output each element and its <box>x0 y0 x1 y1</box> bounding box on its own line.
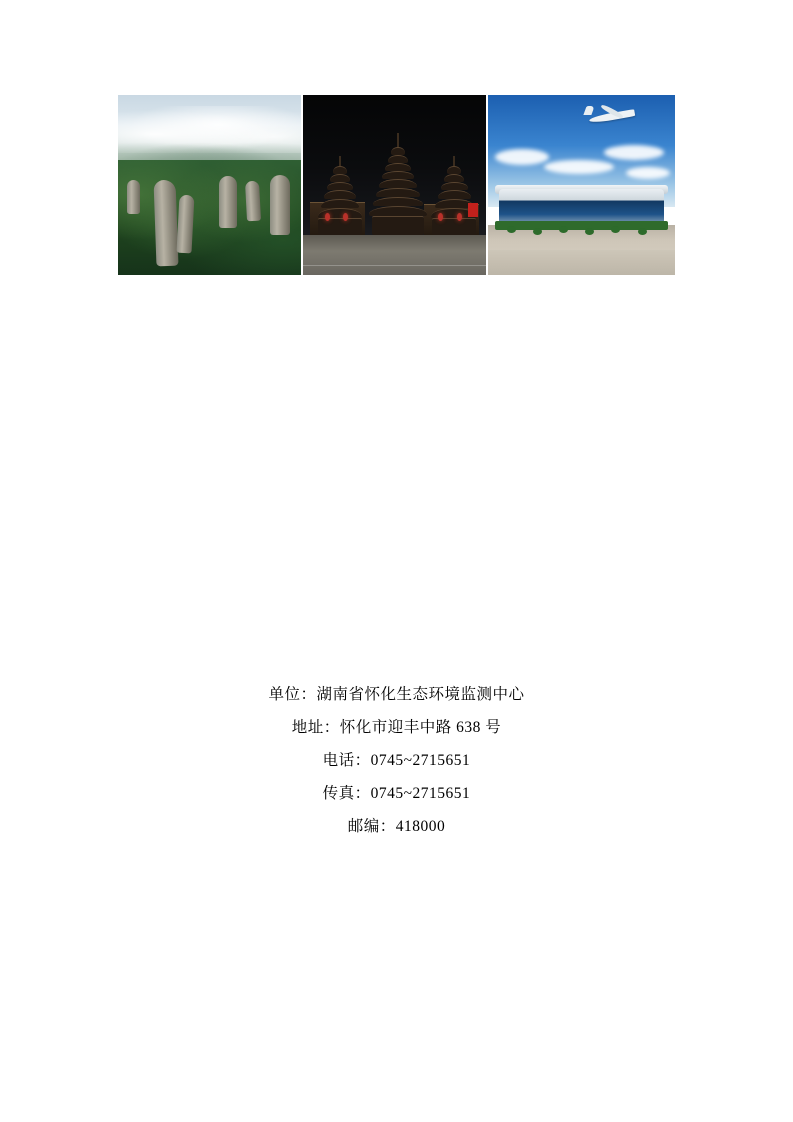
photo3-access-road <box>488 250 675 275</box>
huaihua-airport-terminal-photo <box>488 95 675 275</box>
contact-information-block <box>0 678 793 843</box>
photo1-rock-peak <box>245 181 261 222</box>
contact-postcode-line: 邮编：418000 <box>347 818 446 835</box>
contact-address-line: 地址：怀化市迎丰中路 638 号 <box>291 719 502 736</box>
photo3-cloud <box>544 160 614 174</box>
photo2-lantern <box>457 213 462 221</box>
photo1-rock-peak <box>270 175 290 235</box>
photo3-terminal-building <box>499 189 664 225</box>
photo2-drum-tower <box>431 156 477 235</box>
contact-unit-line: 单位：湖南省怀化生态环境监测中心 <box>268 686 525 703</box>
photo3-shrub <box>638 228 647 235</box>
contact-fax-line: 传真：0745~2715651 <box>322 785 471 802</box>
photo2-drum-tower <box>318 156 362 235</box>
dong-drum-tower-night-photo <box>303 95 486 275</box>
photo2-plaza-ground <box>303 235 486 275</box>
karst-mountain-scenery-photo <box>118 95 301 275</box>
photo-band <box>118 95 675 275</box>
photo2-drum-tower <box>369 133 427 235</box>
photo1-rock-peak <box>127 180 140 214</box>
photo2-red-flag <box>468 203 478 217</box>
contact-phone-line: 电话：0745~2715651 <box>322 752 471 769</box>
photo1-rock-peak <box>153 180 178 267</box>
photo2-ground-line <box>303 265 486 266</box>
photo1-rock-peak <box>219 176 237 228</box>
photo2-lantern <box>325 213 330 221</box>
